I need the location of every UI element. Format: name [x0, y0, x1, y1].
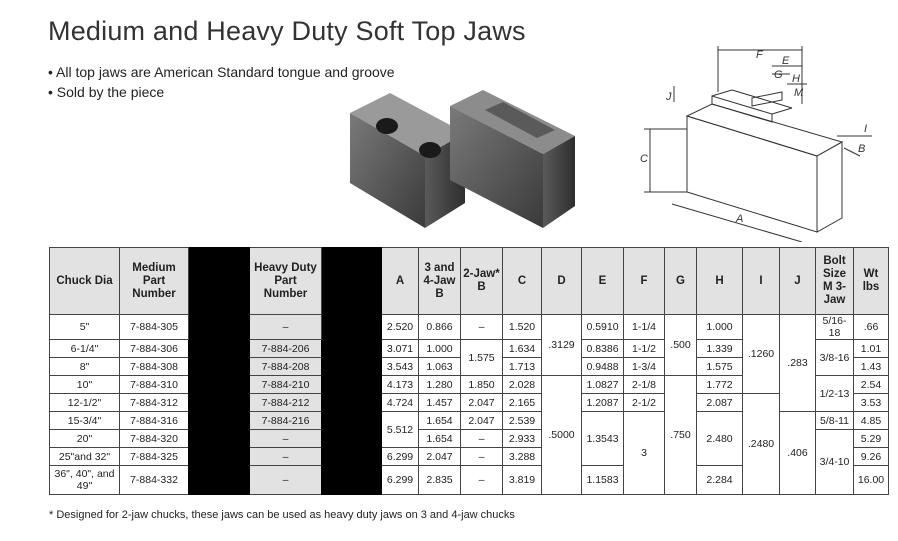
cell-e: 1.3543 [582, 412, 624, 466]
cell-a: 6.299 [382, 448, 419, 466]
dim-label-b: B [858, 143, 866, 155]
redacted-column [189, 248, 250, 315]
col-header-d: D [542, 248, 582, 315]
jaw-spec-table [49, 247, 889, 495]
cell-wt: 5.29 [854, 430, 889, 448]
cell-heavy: 7-884-206 [250, 340, 322, 358]
jaws-photo [345, 88, 580, 238]
cell-f: 2-1/2 [624, 394, 665, 412]
cell-medium: 7-884-316 [120, 412, 189, 430]
cell-h: 1.575 [697, 358, 743, 376]
cell-chuck: 10" [50, 376, 120, 394]
cell-m: 3/8-16 [816, 340, 854, 376]
cell-b34: 1.000 [419, 340, 461, 358]
cell-m: 1/2-13 [816, 376, 854, 412]
cell-heavy: 7-884-212 [250, 394, 322, 412]
cell-chuck: 36", 40", and 49" [50, 466, 120, 495]
page-title: Medium and Heavy Duty Soft Top Jaws [48, 16, 526, 46]
cell-b2: – [461, 430, 503, 448]
footnote: * Designed for 2-jaw chucks, these jaws can be used as heavy duty jaws on 3 and 4-jaw chucks [49, 509, 515, 521]
cell-c: 1.634 [503, 340, 542, 358]
redacted-cell [322, 315, 382, 495]
cell-h: 1.339 [697, 340, 743, 358]
cell-heavy: – [250, 466, 322, 495]
cell-chuck: 6-1/4" [50, 340, 120, 358]
cell-wt: 2.54 [854, 376, 889, 394]
cell-f: 3 [624, 412, 665, 495]
cell-medium: 7-884-320 [120, 430, 189, 448]
cell-wt: 9.26 [854, 448, 889, 466]
table-header-row [50, 248, 889, 315]
cell-f: 1-1/2 [624, 340, 665, 358]
col-header-c: C [503, 248, 542, 315]
cell-j: .406 [780, 412, 816, 495]
cell-m: 5/16-18 [816, 315, 854, 340]
cell-c: 2.539 [503, 412, 542, 430]
cell-h: 1.000 [697, 315, 743, 340]
cell-b2: 2.047 [461, 412, 503, 430]
cell-b2: – [461, 448, 503, 466]
cell-medium: 7-884-332 [120, 466, 189, 495]
cell-medium: 7-884-325 [120, 448, 189, 466]
cell-b34: 2.047 [419, 448, 461, 466]
col-header-m: Bolt Size M 3-Jaw [816, 248, 854, 315]
col-header-i: I [743, 248, 780, 315]
cell-medium: 7-884-306 [120, 340, 189, 358]
cell-chuck: 15-3/4" [50, 412, 120, 430]
redacted-cell [189, 315, 250, 495]
cell-a: 5.512 [382, 412, 419, 448]
col-header-medium: Medium Part Number [120, 248, 189, 315]
cell-heavy: – [250, 448, 322, 466]
cell-e: 0.5910 [582, 315, 624, 340]
cell-heavy: 7-884-216 [250, 412, 322, 430]
cell-wt: 1.43 [854, 358, 889, 376]
cell-h: 1.772 [697, 376, 743, 394]
cell-c: 3.819 [503, 466, 542, 495]
cell-j: .283 [780, 315, 816, 412]
cell-b2: – [461, 466, 503, 495]
cell-chuck: 8" [50, 358, 120, 376]
cell-b34: 1.654 [419, 412, 461, 430]
cell-c: 3.288 [503, 448, 542, 466]
dim-label-j: J [666, 91, 672, 103]
col-header-b2: 2-Jaw* B [461, 248, 503, 315]
dim-label-m: M [794, 87, 804, 99]
cell-m: 3/4-10 [816, 430, 854, 495]
col-header-a: A [382, 248, 419, 315]
table-row [50, 394, 889, 412]
cell-d: .3129 [542, 315, 582, 376]
cell-wt: 4.85 [854, 412, 889, 430]
cell-g: .750 [665, 376, 697, 495]
col-header-wt: Wt lbs [854, 248, 889, 315]
cell-b34: 1.654 [419, 430, 461, 448]
cell-heavy: – [250, 315, 322, 340]
table-row [50, 315, 889, 340]
cell-c: 2.165 [503, 394, 542, 412]
cell-h: 2.480 [697, 412, 743, 466]
col-header-b34: 3 and 4-Jaw B [419, 248, 461, 315]
dimension-diagram [632, 44, 884, 242]
col-header-heavy: Heavy Duty Part Number [250, 248, 322, 315]
cell-m: 5/8-11 [816, 412, 854, 430]
cell-a: 2.520 [382, 315, 419, 340]
cell-b34: 1.457 [419, 394, 461, 412]
cell-b34: 1.280 [419, 376, 461, 394]
cell-chuck: 20" [50, 430, 120, 448]
dim-label-e: E [782, 55, 790, 67]
cell-i: .1260 [743, 315, 780, 394]
cell-chuck: 25"and 32" [50, 448, 120, 466]
dim-label-g: G [774, 69, 783, 81]
cell-h: 2.284 [697, 466, 743, 495]
cell-c: 1.520 [503, 315, 542, 340]
bullet-item: • All top jaws are American Standard tongue and groove [48, 64, 395, 80]
cell-e: 1.0827 [582, 376, 624, 394]
cell-a: 3.543 [382, 358, 419, 376]
cell-a: 6.299 [382, 466, 419, 495]
col-header-g: G [665, 248, 697, 315]
col-header-f: F [624, 248, 665, 315]
cell-e: 0.9488 [582, 358, 624, 376]
cell-c: 1.713 [503, 358, 542, 376]
dim-label-a: A [736, 213, 744, 225]
cell-wt: 3.53 [854, 394, 889, 412]
dim-label-h: H [792, 73, 800, 85]
dim-label-f: F [756, 49, 763, 61]
cell-e: 1.2087 [582, 394, 624, 412]
cell-b2: – [461, 315, 503, 340]
cell-b34: 0.866 [419, 315, 461, 340]
cell-d: .5000 [542, 376, 582, 495]
cell-b34: 2.835 [419, 466, 461, 495]
col-header-e: E [582, 248, 624, 315]
cell-h: 2.087 [697, 394, 743, 412]
dim-label-i: I [864, 123, 868, 135]
bullet-list [48, 62, 395, 102]
cell-medium: 7-884-305 [120, 315, 189, 340]
cell-wt: 1.01 [854, 340, 889, 358]
cell-b2: 2.047 [461, 394, 503, 412]
cell-chuck: 5" [50, 315, 120, 340]
cell-f: 1-1/4 [624, 315, 665, 340]
col-header-h: H [697, 248, 743, 315]
cell-heavy: 7-884-210 [250, 376, 322, 394]
cell-e: 1.1583 [582, 466, 624, 495]
cell-f: 2-1/8 [624, 376, 665, 394]
bullet-item: • Sold by the piece [48, 84, 165, 100]
cell-medium: 7-884-310 [120, 376, 189, 394]
col-header-j: J [780, 248, 816, 315]
cell-a: 4.173 [382, 376, 419, 394]
cell-medium: 7-884-308 [120, 358, 189, 376]
col-header-chuck: Chuck Dia [50, 248, 120, 315]
cell-e: 0.8386 [582, 340, 624, 358]
cell-b2: 1.850 [461, 376, 503, 394]
cell-wt: 16.00 [854, 466, 889, 495]
cell-b34: 1.063 [419, 358, 461, 376]
cell-wt: .66 [854, 315, 889, 340]
cell-c: 2.933 [503, 430, 542, 448]
dim-label-c: C [640, 153, 648, 165]
cell-a: 3.071 [382, 340, 419, 358]
cell-g: .500 [665, 315, 697, 376]
redacted-column [322, 248, 382, 315]
cell-medium: 7-884-312 [120, 394, 189, 412]
cell-f: 1-3/4 [624, 358, 665, 376]
cell-i: .2480 [743, 394, 780, 495]
cell-chuck: 12-1/2" [50, 394, 120, 412]
cell-a: 4.724 [382, 394, 419, 412]
cell-heavy: – [250, 430, 322, 448]
cell-heavy: 7-884-208 [250, 358, 322, 376]
cell-c: 2.028 [503, 376, 542, 394]
cell-b2: 1.575 [461, 340, 503, 376]
